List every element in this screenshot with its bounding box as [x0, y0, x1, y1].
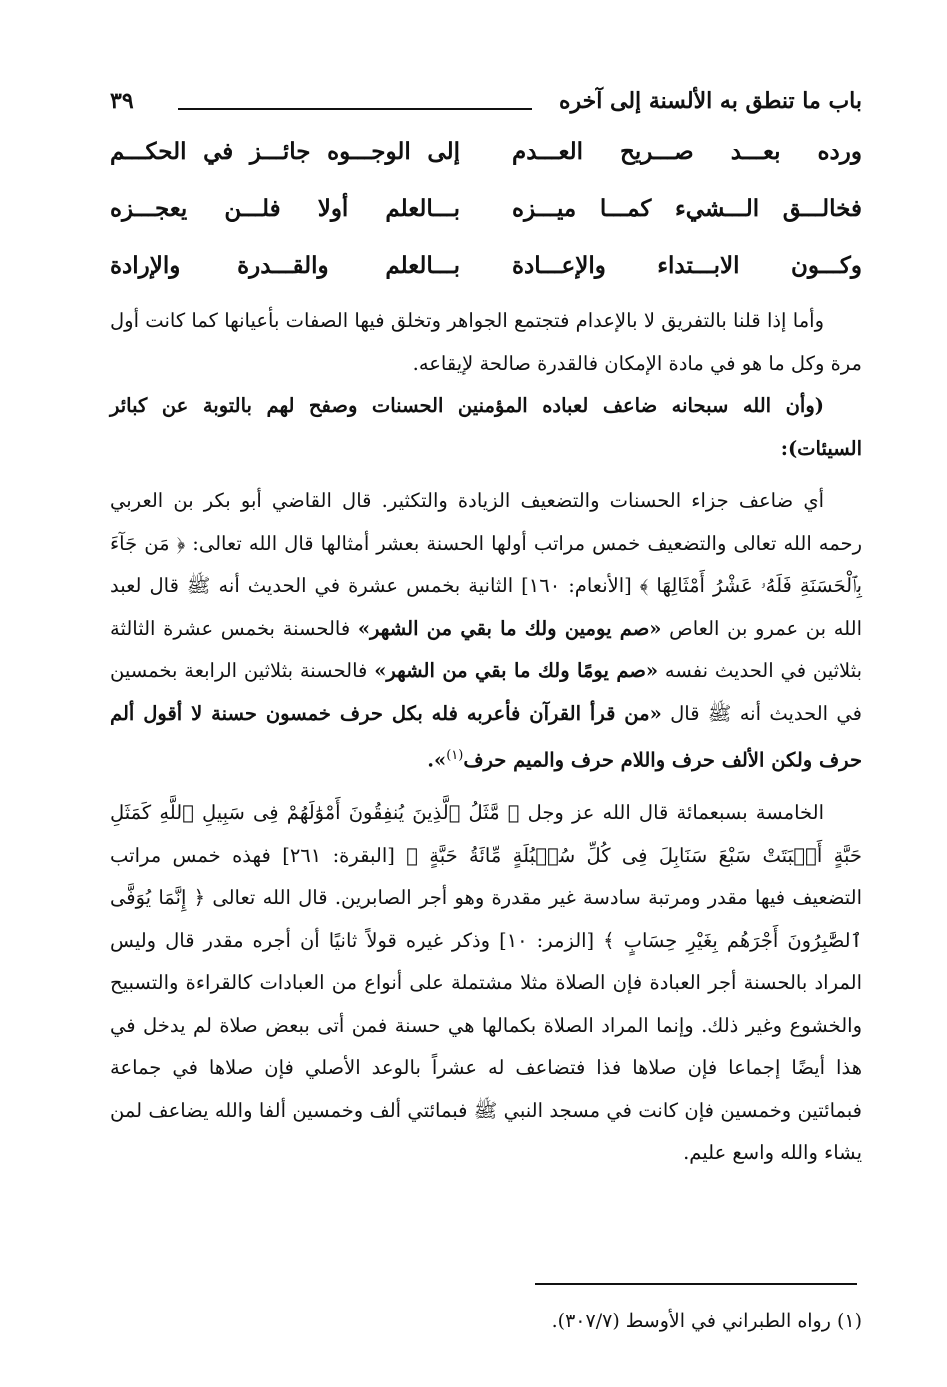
verse-line [110, 246, 862, 303]
text-span: ». [427, 748, 447, 772]
footnote: (١) رواه الطبراني في الأوسط (٣٠٧/٧). [551, 1310, 862, 1332]
verse-first-hemistich: وكـــون الابـــتداء والإعـــادة [512, 252, 862, 279]
verse-first-hemistich: ورده بعـــد صـــريح العـــدم [512, 138, 862, 165]
page-number: ٣٩ [110, 88, 134, 114]
hadith-quote: «من قرأ القرآن فأعربه فله بكل حرف خمسون حسنة لا أقول ألم حرف ولكن الألف حرف واللام حرف والميم حرف [110, 701, 862, 772]
matn-paragraph: (وأن الله سبحانه ضاعف لعباده المؤمنين الحسنات وصفح لهم بالتوبة عن كبائر السيئات): [110, 394, 862, 460]
verse-second-hemistich: إلى الوجـــوه جائـــز في الحكـــم [110, 138, 460, 165]
header-rule [178, 108, 532, 110]
running-title: باب ما تنطق به الألسنة إلى آخره [558, 88, 862, 114]
text-span: فالحسنة بخمس عشرة الثالثة بثلاثين في الحديث نفسه [110, 616, 863, 682]
verse-first-hemistich: فخالـــق الـــشيء كمـــا ميـــزه [512, 195, 862, 222]
verse-line [110, 132, 862, 189]
text-span: فالحسنة بثلاثين الرابعة بخمسين في الحديث أنه ﷺ قال [110, 659, 862, 725]
paragraph: الخامسة بسبعمائة قال الله عز وجل ﴿ مَّثَلُ ٱلَّذِينَ يُنفِقُونَ أَمْوَٰلَهُمْ فِى سَبِيلِ ٱللَّهِ كَمَثَلِ حَبَّةٍ أَنۢبَتَتْ سَبْعَ سَنَابِلَ فِى كُلِّ سُنۢبُلَةٍ مِّائَةُ حَبَّةٍ ﴾ [البقرة: ٢٦١] فهذه خمس مراتب التضعيف فيها مقدر ومرتبة سادسة غير مقدرة وهو أجر الصابرين. قال الله تعالى ﴿ إِنَّمَا يُوَفَّى ٱلصَّٰبِرُونَ أَجْرَهُم بِغَيْرِ حِسَابٍ ﴾ [الزمر: ١٠] وذكر غيره قولاً ثانيًا أن أجره مقدر قال وليس المراد بالحسنة أجر العبادة فإن الصلاة مثلا مشتملة على أنواع من العبادات كالقراءة والتسبيح والخشوع وغير ذلك. وإنما المراد الصلاة بكمالها هي حسنة فمن أتى ببعض صلاة لم يدخل في هذا أيضًا إجماعا فإن صلاها فذا فتضاعف له عشراً بالوعد الأصلي فإن صلاها في جماعة فبمائتين وخمسين فإن كانت في مسجد النبي ﷺ فبمائتي ألف وخمسين ألفا والله يضاعف لمن يشاء والله واسع عليم. [110, 801, 863, 1164]
paragraph: وأما إذا قلنا بالتفريق لا بالإعدام فتجتمع الجواهر وتخلق فيها الصفات بأعيانها كما كانت أول مرة وكل ما هو في مادة الإمكان فالقدرة صالحة لإيقاعه. [110, 309, 862, 375]
verse-line [110, 189, 862, 246]
poem-verses [110, 132, 862, 303]
page-header [110, 88, 862, 122]
hadith-quote: «صم يومًا ولك ما بقي من الشهر» [374, 659, 659, 682]
verse-second-hemistich: بـــالعلم أولا فلـــن يعجـــزه [110, 195, 460, 222]
text-span: أي ضاعف جزاء الحسنات والتضعيف الزيادة والتكثير. قال القاضي أبو بكر بن العربي رحمه الله تعالى والتضعيف خمس مراتب أولها الحسنة بعشر أمثالها قال الله تعالى: ﴿ مَن جَآءَ بِٱلْحَسَنَةِ فَلَهُۥ عَشْرُ أَمْثَالِهَا ﴾ [الأنعام: ١٦٠] الثانية بخمس عشرة في الحديث أنه ﷺ قال لعبد الله بن عمرو بن العاص [110, 489, 862, 640]
hadith-quote: «صم يومين ولك ما بقي من الشهر» [357, 616, 662, 640]
footnote-separator [535, 1283, 857, 1285]
verse-second-hemistich: بـــالعلم والقـــدرة والإرادة [110, 252, 460, 279]
paragraph [110, 480, 862, 782]
main-text [110, 300, 862, 1175]
footnote-marker[interactable]: (١) [446, 748, 464, 763]
